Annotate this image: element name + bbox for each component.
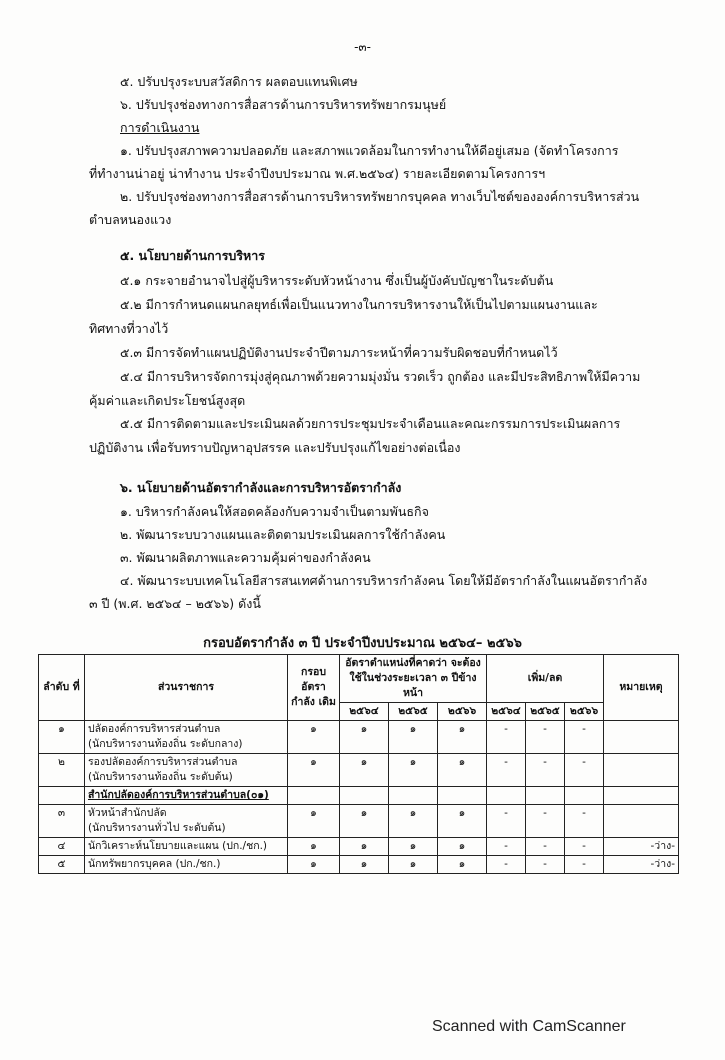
cell-note [604,805,679,838]
cell-y2: ๑ [389,805,438,838]
table-row [39,754,679,787]
cell-c3: - [565,721,604,754]
cell-y1: ๑ [340,856,389,874]
cell-current: ๑ [288,856,340,874]
text-line: ๕.๓ มีการจัดทำแผนปฏิบัติงานประจำปีตามภาระหน้าที่ความรับผิดชอบที่กำหนดไว้ [120,345,558,360]
cell-unit: นักทรัพยากรบุคคล (ปก./ชก.) [85,856,288,874]
header-year: ๒๕๖๖ [565,703,604,721]
table-header-row [39,655,679,703]
cell-current: ๑ [288,805,340,838]
cell-unit [85,805,288,838]
cell-c1: - [487,856,526,874]
text-line: ๒. พัฒนาระบบวางแผนและติดตามประเมินผลการใช้กำลังคน [120,527,446,542]
unit-level: (นักบริหารงานทั่วไป ระดับต้น) [88,822,226,834]
cell-current: ๑ [288,838,340,856]
cell-y1: ๑ [340,754,389,787]
cell-y3: ๑ [438,856,487,874]
page-number: -๓- [354,40,371,54]
header-change: เพิ่ม/ลด [487,655,604,703]
cell-c2: - [526,754,565,787]
scanner-watermark: Scanned with CamScanner [432,1018,626,1035]
cell-no: ๓ [39,805,85,838]
cell-c1: - [487,805,526,838]
text-line: ปฏิบัติงาน เพื่อรับทราบปัญหาอุปสรรค และปรับปรุงแก้ไขอย่างต่อเนื่อง [89,440,461,455]
cell-no: ๒ [39,754,85,787]
cell-note: -ว่าง- [604,856,679,874]
cell-c2: - [526,856,565,874]
cell-current: ๑ [288,721,340,754]
unit-level: (นักบริหารงานท้องถิ่น ระดับกลาง) [88,738,243,750]
cell-y2: ๑ [389,838,438,856]
header-year: ๒๕๖๔ [487,703,526,721]
table-caption: กรอบอัตรากำลัง ๓ ปี ประจำปีงบประมาณ ๒๕๖๔– ๒๕๖๖ [203,636,522,651]
table-row [39,838,679,856]
header-year: ๒๕๖๕ [389,703,438,721]
cell-no [39,787,85,805]
section-heading: ๖. นโยบายด้านอัตรากำลังและการบริหารอัตรากำลัง [120,480,402,495]
text-line: ๔. พัฒนาระบบเทคโนโลยีสารสนเทศด้านการบริหารกำลังคน โดยให้มีอัตรากำลังในแผนอัตรากำลัง [120,573,648,588]
header-note: หมายเหตุ [604,655,679,721]
cell-no: ๕ [39,856,85,874]
cell-note [604,721,679,754]
cell-c1: - [487,721,526,754]
cell-c3: - [565,805,604,838]
unit-name: ปลัดองค์การบริหารส่วนตำบล [88,723,221,735]
cell-y1: ๑ [340,805,389,838]
cell-note: -ว่าง- [604,838,679,856]
header-no: ลำดับ ที่ [39,655,85,721]
cell-c1: - [487,838,526,856]
text-line: ๑. บริหารกำลังคนให้สอดคล้องกับความจำเป็นตามพันธกิจ [120,504,429,519]
cell-y3: ๑ [438,838,487,856]
cell-current: ๑ [288,754,340,787]
cell-y1: ๑ [340,721,389,754]
section-label: สำนักปลัดองค์การบริหารส่วนตำบล(๐๑) [85,787,288,805]
text-line: ๕.๕ มีการติดตามและประเมินผลด้วยการประชุมประจำเดือนและคณะกรรมการประเมินผลการ [120,416,621,431]
table-section-row [39,787,679,805]
cell-no: ๔ [39,838,85,856]
text-line: ๕. ปรับปรุงระบบสวัสดิการ ผลตอบแทนพิเศษ [120,74,358,89]
section-heading: ๕. นโยบายด้านการบริหาร [120,248,266,263]
text-line: ตำบลหนองแวง [89,212,172,227]
cell-c2: - [526,805,565,838]
header-forecast: อัตราตำแหน่งที่คาดว่า จะต้องใช้ในช่วงระยะเวลา ๓ ปีข้างหน้า [340,655,487,703]
text-line: ๖. ปรับปรุงช่องทางการสื่อสารด้านการบริหารทรัพยากรมนุษย์ [120,97,447,112]
text-line: ๒. ปรับปรุงช่องทางการสื่อสารด้านการบริหารทรัพยากรบุคคล ทางเว็บไซต์ขององค์การบริหารส่วน [120,189,640,204]
cell-y3: ๑ [438,805,487,838]
header-year: ๒๕๖๔ [340,703,389,721]
cell-c3: - [565,838,604,856]
table-row [39,856,679,874]
text-line: ๓ ปี (พ.ศ. ๒๕๖๔ – ๒๕๖๖) ดังนี้ [89,596,261,611]
table-row [39,805,679,838]
cell-y3: ๑ [438,754,487,787]
cell-unit [85,754,288,787]
cell-y1: ๑ [340,838,389,856]
cell-c2: - [526,838,565,856]
header-year: ๒๕๖๖ [438,703,487,721]
cell-y3: ๑ [438,721,487,754]
cell-no: ๑ [39,721,85,754]
header-year: ๒๕๖๕ [526,703,565,721]
cell-y2: ๑ [389,856,438,874]
unit-name: รองปลัดองค์การบริหารส่วนตำบล [88,756,238,768]
text-line: ๓. พัฒนาผลิตภาพและความคุ้มค่าของกำลังคน [120,550,371,565]
subheading: การดำเนินงาน [120,120,200,135]
cell-y2: ๑ [389,754,438,787]
workforce-table [38,654,679,874]
unit-level: (นักบริหารงานท้องถิ่น ระดับต้น) [88,771,233,783]
text-line: ๕.๑ กระจายอำนาจไปสู่ผู้บริหารระดับหัวหน้างาน ซึ่งเป็นผู้บังคับบัญชาในระดับต้น [120,273,554,288]
text-line: ๕.๔ มีการบริหารจัดการมุ่งสู่คุณภาพด้วยความมุ่งมั่น รวดเร็ว ถูกต้อง และมีประสิทธิภาพให้มีความ [120,369,641,384]
text-line: ๕.๒ มีการกำหนดแผนกลยุทธ์เพื่อเป็นแนวทางในการบริหารงานให้เป็นไปตามแผนงานและ [120,297,598,312]
cell-c1: - [487,754,526,787]
header-current: กรอบ อัตรา กำลัง เดิม [288,655,340,721]
unit-name: หัวหน้าสำนักปลัด [88,807,167,819]
cell-note [604,754,679,787]
cell-unit: นักวิเคราะห์นโยบายและแผน (ปก./ชก.) [85,838,288,856]
cell-unit [85,721,288,754]
cell-c3: - [565,856,604,874]
table-row [39,721,679,754]
text-line: ทิศทางที่วางไว้ [89,321,169,336]
cell-c3: - [565,754,604,787]
text-line: คุ้มค่าและเกิดประโยชน์สูงสุด [89,393,246,408]
text-line: ๑. ปรับปรุงสภาพความปลอดภัย และสภาพแวดล้อมในการทำงานให้ดีอยู่เสมอ (จัดทำโครงการ [120,143,619,158]
cell-y2: ๑ [389,721,438,754]
cell-c2: - [526,721,565,754]
text-line: ที่ทำงานน่าอยู่ น่าทำงาน ประจำปีงบประมาณ พ.ศ.๒๕๖๔) รายละเอียดตามโครงการฯ [89,166,546,181]
header-unit: ส่วนราชการ [85,655,288,721]
